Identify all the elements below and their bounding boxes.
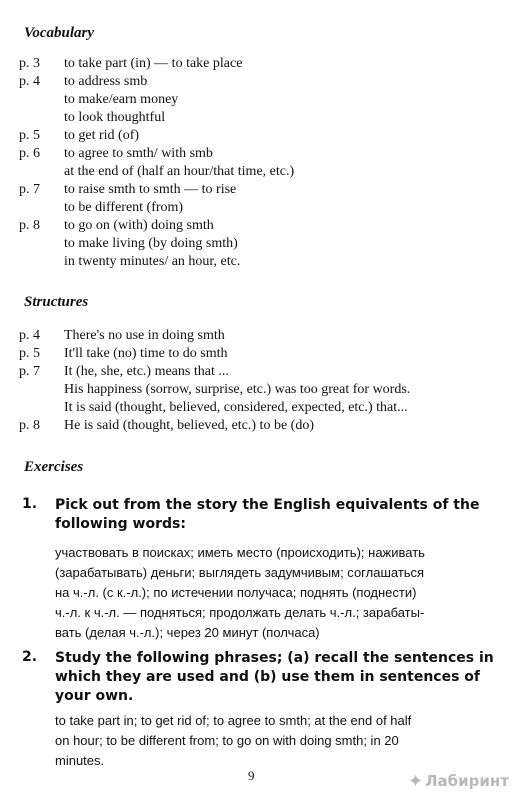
vocabulary-entry-text: in twenty minutes/ an hour, etc. bbox=[64, 254, 241, 269]
vocabulary-entry-text: at the end of (half an hour/that time, etc.) bbox=[64, 164, 295, 179]
structures-entry-text: There's no use in doing smth bbox=[64, 328, 225, 343]
exercise-2-number: 2. bbox=[22, 649, 38, 665]
structures-page-ref: p. 5 bbox=[19, 346, 40, 361]
vocabulary-entry-text: to make/earn money bbox=[64, 92, 179, 107]
vocabulary-page-ref: p. 8 bbox=[19, 218, 40, 233]
vocabulary-entry-text: to take part (in) — to take place bbox=[64, 56, 243, 71]
exercise-1-body: участвовать в поисках; иметь место (происходить); наживать (зарабатывать) деньги; выглядеть задумчивым; соглашаться на ч.-л. (с к.-л.); по истечении получаса; поднять (поднести) ч.-л. к ч.-л. — подняться; продолжать делать ч.-л.; зарабаты- вать (делая ч.-л.); через 20 минут (полчаса) bbox=[55, 545, 425, 640]
structures-entry-text: It is said (thought, believed, considered, expected, etc.) that... bbox=[64, 400, 408, 415]
structures-page-ref: p. 4 bbox=[19, 328, 40, 343]
exercise-1-number: 1. bbox=[22, 496, 38, 512]
structures-entry-text: His happiness (sorrow, surprise, etc.) was too great for words. bbox=[64, 382, 411, 397]
vocabulary-entry-text: to make living (by doing smth) bbox=[64, 236, 238, 251]
structures-entry-text: He is said (thought, believed, etc.) to be (do) bbox=[64, 418, 314, 433]
vocabulary-page-ref: p. 5 bbox=[19, 128, 40, 143]
watermark-text: Лабиринт bbox=[425, 772, 509, 790]
structures-heading: Structures bbox=[24, 294, 89, 310]
structures-page-ref: p. 8 bbox=[19, 418, 40, 433]
structures-entry-text: It'll take (no) time to do smth bbox=[64, 346, 228, 361]
publisher-watermark bbox=[408, 768, 520, 794]
vocabulary-entry-text: to go on (with) doing smth bbox=[64, 218, 214, 233]
vocabulary-entry-text: to address smb bbox=[64, 74, 148, 89]
vocabulary-page-ref: p. 4 bbox=[19, 74, 40, 89]
vocabulary-page-ref: p. 7 bbox=[19, 182, 40, 197]
structures-page-ref: p. 7 bbox=[19, 364, 40, 379]
vocabulary-page-ref: p. 6 bbox=[19, 146, 40, 161]
exercise-2-body: to take part in; to get rid of; to agree to smth; at the end of half on hour; to be different from; to go on with doing smth; in 20 minutes. bbox=[55, 713, 412, 768]
vocabulary-entry-text: to be different (from) bbox=[64, 200, 184, 215]
exercise-1-title: Pick out from the story the English equivalents of the following words: bbox=[55, 497, 480, 532]
vocabulary-heading: Vocabulary bbox=[24, 25, 95, 41]
page-number: 9 bbox=[248, 768, 255, 783]
exercises-heading: Exercises bbox=[24, 459, 84, 475]
vocabulary-entry-text: to get rid (of) bbox=[64, 128, 140, 143]
vocabulary-entry-text: to look thoughtful bbox=[64, 110, 166, 125]
labyrinth-logo-icon: ✦ bbox=[408, 770, 424, 792]
structures-entry-text: It (he, she, etc.) means that ... bbox=[64, 364, 229, 379]
exercise-2-title: Study the following phrases; (a) recall the sentences in which they are used and (b) use them in sentences of your own. bbox=[55, 650, 494, 704]
vocabulary-entry-text: to agree to smth/ with smb bbox=[64, 146, 213, 161]
vocabulary-page-ref: p. 3 bbox=[19, 56, 40, 71]
vocabulary-entry-text: to raise smth to smth — to rise bbox=[64, 182, 237, 197]
